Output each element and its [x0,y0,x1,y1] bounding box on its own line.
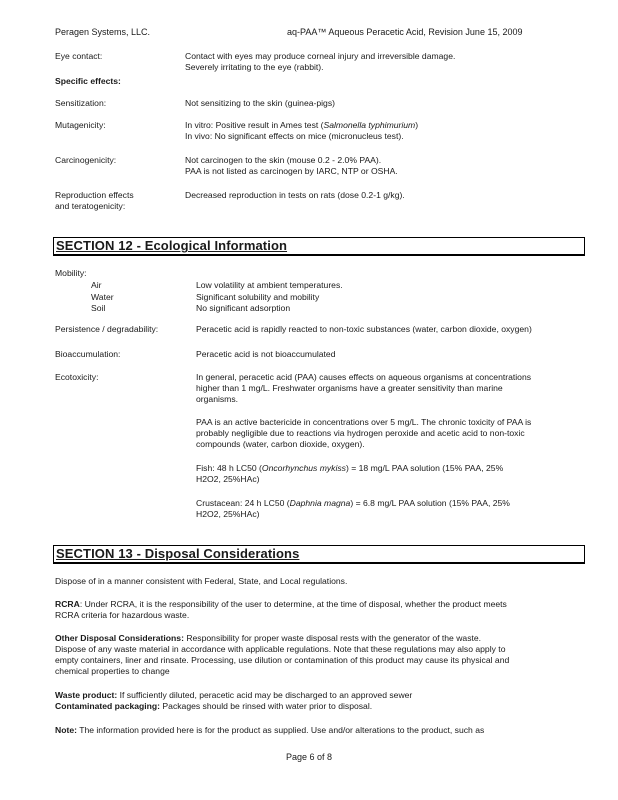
persistence-value: Peracetic acid is rapidly reacted to non-toxic substances (water, carbon dioxide, oxygen) [196,324,532,334]
sensitization-value: Not sensitizing to the skin (guinea-pigs) [185,98,335,108]
crustacean-lc50-line1: Crustacean: 24 h LC50 (Daphnia magna) = 6.8 mg/L PAA solution (15% PAA, 25% [196,498,510,508]
section-12-heading [53,237,585,256]
ecotox-p2-line3: compounds (water, carbon dioxide, oxygen). [196,439,365,449]
soil-value: No significant adsorption [196,303,291,313]
carcinogenicity-line2: PAA is not listed as carcinogen by IARC, NTP or OSHA. [185,166,398,176]
header-company: Peragen Systems, LLC. [55,27,151,37]
rcra-line1: RCRA: Under RCRA, it is the responsibility of the user to determine, at the time of disposal, whether the product meets [55,599,507,609]
fish-lc50-line1: Fish: 48 h LC50 (Oncorhynchus mykiss) = 18 mg/L PAA solution (15% PAA, 25% [196,463,504,473]
page-number: Page 6 of 8 [285,752,333,762]
eye-contact-label: Eye contact: [55,51,103,61]
reproduction-value: Decreased reproduction in tests on rats (dose 0.2-1 g/kg). [185,190,405,200]
other-disposal-line4: chemical properties to change [55,666,170,676]
mutagenicity-line2: In vivo: No significant effects on mice (micronucleus test). [185,131,404,141]
contaminated-packaging-line: Contaminated packaging: Packages should be rinsed with water prior to disposal. [55,701,373,711]
water-label: Water [91,292,114,302]
soil-label: Soil [91,303,106,313]
ecotox-p1-line1: In general, peracetic acid (PAA) causes effects on aqueous organisms at concentrations [196,372,532,382]
header-product: aq-PAA™ Aqueous Peracetic Acid, Revision June 15, 2009 [287,27,523,37]
fish-lc50-line2: H2O2, 25%HAc) [196,474,260,484]
carcinogenicity-line1: Not carcinogen to the skin (mouse 0.2 - 2.0% PAA). [185,155,382,165]
bioaccumulation-value: Peracetic acid is not bioaccumulated [196,349,336,359]
reproduction-label-1: Reproduction effects [55,190,134,200]
air-label: Air [91,280,102,290]
carcinogenicity-label: Carcinogenicity: [55,155,117,165]
eye-contact-line1: Contact with eyes may produce corneal injury and irreversible damage. [185,51,456,61]
section-13-heading [53,545,585,564]
other-disposal-line2: Dispose of any waste material in accordance with applicable regulations. Note that these regulations may also apply to [55,644,506,654]
persistence-label: Persistence / degradability: [55,324,159,334]
section-12-title: SECTION 12 - Ecological Information [56,238,288,253]
eye-contact-line2: Severely irritating to the eye (rabbit). [185,62,324,72]
reproduction-label-2: and teratogenicity: [55,201,126,211]
bioaccumulation-label: Bioaccumulation: [55,349,121,359]
rcra-line2: RCRA criteria for hazardous waste. [55,610,190,620]
note-line: Note: The information provided here is for the product as supplied. Use and/or alterations to the product, such as [55,725,485,735]
air-value: Low volatility at ambient temperatures. [196,280,343,290]
sensitization-label: Sensitization: [55,98,107,108]
ecotox-p2-line2: probably negligible due to reactions via hydrogen peroxide and acetic acid to non-toxic [196,428,525,438]
specific-effects-label: Specific effects: [55,76,121,86]
ecotox-p2-line1: PAA is an active bactericide in concentrations over 5 mg/L. The chronic toxicity of PAA is [196,417,532,427]
water-value: Significant solubility and mobility [196,292,320,302]
ecotox-p1-line3: organisms. [196,394,239,404]
other-disposal-line3: empty containers, liner and rinsate. Processing, use dilution or contamination of this product may cause its physical and [55,655,510,665]
section-13-title: SECTION 13 - Disposal Considerations [56,546,300,561]
waste-product-line: Waste product: If sufficiently diluted, peracetic acid may be discharged to an approved sewer [55,690,413,700]
crustacean-lc50-line2: H2O2, 25%HAc) [196,509,260,519]
mutagenicity-line1: In vitro: Positive result in Ames test (Salmonella typhimurium) [185,120,419,130]
ecotoxicity-label: Ecotoxicity: [55,372,99,382]
other-disposal-line1: Other Disposal Considerations: Responsibility for proper waste disposal rests with the generator of the waste. [55,633,482,643]
mutagenicity-label: Mutagenicity: [55,120,106,130]
mobility-label: Mobility: [55,268,87,278]
disposal-general: Dispose of in a manner consistent with Federal, State, and Local regulations. [55,576,348,586]
ecotox-p1-line2: higher than 1 mg/L. Freshwater organisms have a greater sensitivity than marine [196,383,503,393]
